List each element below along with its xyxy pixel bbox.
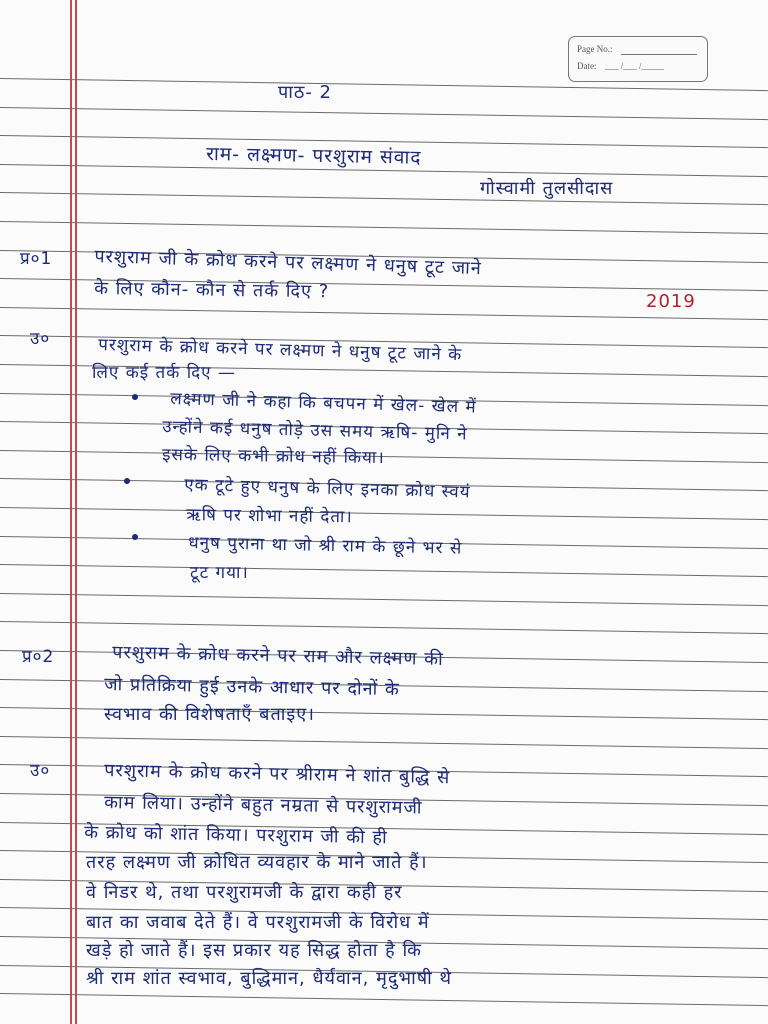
question-1-line-2: के लिए कौन- कौन से तर्क दिए ? bbox=[94, 278, 330, 303]
question-2-marker: प्र०2 bbox=[22, 647, 55, 667]
page-number-box bbox=[568, 36, 708, 82]
lesson-author: गोस्वामी तुलसीदास bbox=[480, 178, 614, 199]
lesson-title: राम- लक्ष्मण- परशुराम संवाद bbox=[206, 143, 422, 169]
bullet-dot bbox=[132, 394, 138, 400]
ruled-line bbox=[0, 564, 768, 577]
margin-line-right bbox=[75, 0, 77, 1024]
answer-1-marker: उ० bbox=[30, 329, 51, 349]
ruled-line bbox=[0, 507, 768, 520]
question-2-line-3: स्वभाव की विशेषताएँ बताइए। bbox=[104, 704, 315, 725]
answer-2-line-5: वे निडर थे, तथा परशुरामजी के द्वारा कही हर bbox=[86, 882, 403, 903]
answer-1-point-1-line-1: लक्ष्मण जी ने कहा कि बचपन में खेल- खेल में bbox=[170, 389, 477, 418]
ruled-line bbox=[0, 736, 768, 749]
answer-1-point-1-line-2: उन्होंने कई धनुष तोड़े उस समय ऋषि- मुनि ने bbox=[162, 417, 468, 445]
answer-1-point-1-line-3: इसके लिए कभी क्रोध नहीं किया। bbox=[162, 445, 385, 469]
question-1-marker: प्र०1 bbox=[20, 249, 53, 269]
page-no-line bbox=[621, 54, 697, 55]
page-no-label: Page No.: bbox=[577, 44, 613, 54]
lesson-number: पाठ- 2 bbox=[278, 82, 333, 103]
ruled-line bbox=[0, 107, 768, 120]
answer-1-point-2-line-1: एक टूटे हुए धनुष के लिए इनका क्रोध स्वयं bbox=[184, 475, 471, 503]
ruled-line bbox=[0, 593, 768, 606]
answer-2-line-4: तरह लक्ष्मण जी क्रोधित व्यवहार के माने जाते हैं। bbox=[86, 852, 428, 873]
question-1-line-1: परशुराम जी के क्रोध करने पर लक्ष्मण ने धनुष टूट जाने bbox=[94, 246, 483, 280]
bullet-dot bbox=[132, 534, 138, 540]
answer-2-line-2: काम लिया। उन्होंने बहुत नम्रता से परशुरामजी bbox=[104, 792, 423, 819]
ruled-line bbox=[0, 192, 768, 205]
ruled-line bbox=[0, 993, 768, 1006]
question-2-line-1: परशुराम के क्रोध करने पर राम और लक्ष्मण की bbox=[112, 642, 444, 670]
question-1-year: 2019 bbox=[646, 291, 696, 312]
bullet-dot bbox=[124, 478, 130, 484]
date-value: ___ /___ /_____ bbox=[605, 61, 665, 71]
answer-2-line-1: परशुराम के क्रोध करने पर श्रीराम ने शांत बुद्धि से bbox=[104, 760, 451, 789]
ruled-line bbox=[0, 621, 768, 634]
answer-2-line-8: श्री राम शांत स्वभाव, बुद्धिमान, धैर्यवान, मृदुभाषी थे bbox=[86, 968, 453, 989]
answer-2-marker: उ० bbox=[30, 761, 51, 781]
answer-2-line-7: खड़े हो जाते हैं। इस प्रकार यह सिद्ध होता है कि bbox=[86, 940, 422, 961]
answer-2-line-6: बात का जवाब देते हैं। वे परशुरामजी के विरोध में bbox=[86, 912, 430, 933]
answer-1-point-3-line-1: धनुष पुराना था जो श्री राम के छूने भर से bbox=[188, 533, 463, 559]
date-label: Date: bbox=[577, 61, 597, 71]
question-2-line-2: जो प्रतिक्रिया हुई उनके आधार पर दोनों के bbox=[104, 674, 401, 701]
answer-1-line-1: परशुराम के क्रोध करने पर लक्ष्मण ने धनुष टूट जाने के bbox=[98, 335, 463, 366]
answer-2-line-3: के क्रोध को शांत किया। परशुराम जी की ही bbox=[84, 822, 388, 849]
answer-1-point-3-line-2: टूट गया। bbox=[190, 563, 249, 583]
margin-line-left bbox=[70, 0, 72, 1024]
ruled-line bbox=[0, 221, 768, 234]
answer-1-line-2: लिए कई तर्क दिए — bbox=[92, 363, 236, 383]
answer-1-point-2-line-2: ऋषि पर शोभा नहीं देता। bbox=[186, 505, 353, 528]
